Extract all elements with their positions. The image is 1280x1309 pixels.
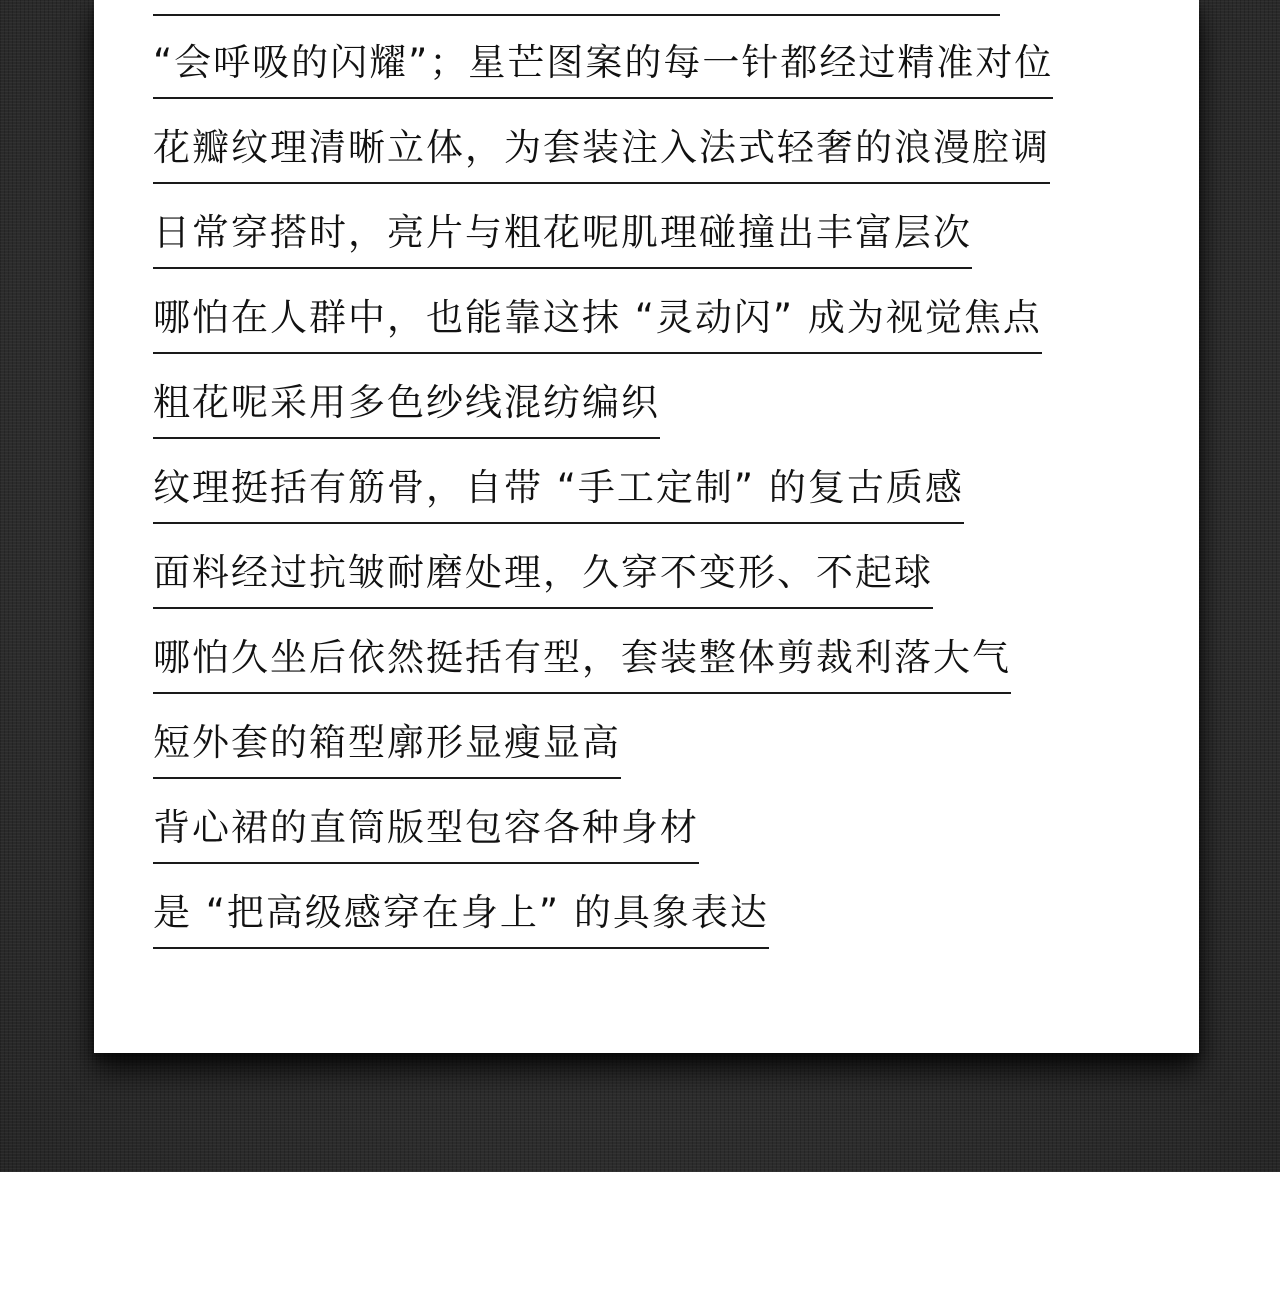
text-line-content: 粗花呢采用多色纱线混纺编织	[153, 371, 660, 439]
text-line-content: 日常穿搭时，亮片与粗花呢肌理碰撞出丰富层次	[153, 201, 972, 269]
text-line-content: 面料经过抗皱耐磨处理，久穿不变形、不起球	[153, 541, 933, 609]
text-line-content: 是 “把高级感穿在身上” 的具象表达	[153, 881, 769, 949]
text-line	[153, 881, 1053, 966]
text-line	[153, 711, 1053, 796]
text-card	[94, 0, 1199, 1053]
underline-rule	[153, 14, 1000, 16]
text-line	[153, 541, 1053, 626]
text-line	[153, 456, 1053, 541]
text-line-content: 纹理挺括有筋骨，自带 “手工定制” 的复古质感	[153, 456, 964, 524]
text-line	[153, 796, 1053, 881]
text-line-content: 短外套的箱型廓形显瘦显高	[153, 711, 621, 779]
text-line-content: 花瓣纹理清晰立体，为套装注入法式轻奢的浪漫腔调	[153, 116, 1050, 184]
text-line	[153, 286, 1053, 371]
text-line-content: 背心裙的直筒版型包容各种身材	[153, 796, 699, 864]
text-lines	[153, 31, 1053, 966]
text-line-content: 哪怕久坐后依然挺括有型，套装整体剪裁利落大气	[153, 626, 1011, 694]
text-line	[153, 31, 1053, 116]
text-line	[153, 371, 1053, 456]
text-line-content: “会呼吸的闪耀”；星芒图案的每一针都经过精准对位	[153, 31, 1053, 99]
text-line	[153, 116, 1053, 201]
text-line-content: 哪怕在人群中，也能靠这抹 “灵动闪” 成为视觉焦点	[153, 286, 1042, 354]
text-line	[153, 626, 1053, 711]
text-line	[153, 201, 1053, 286]
